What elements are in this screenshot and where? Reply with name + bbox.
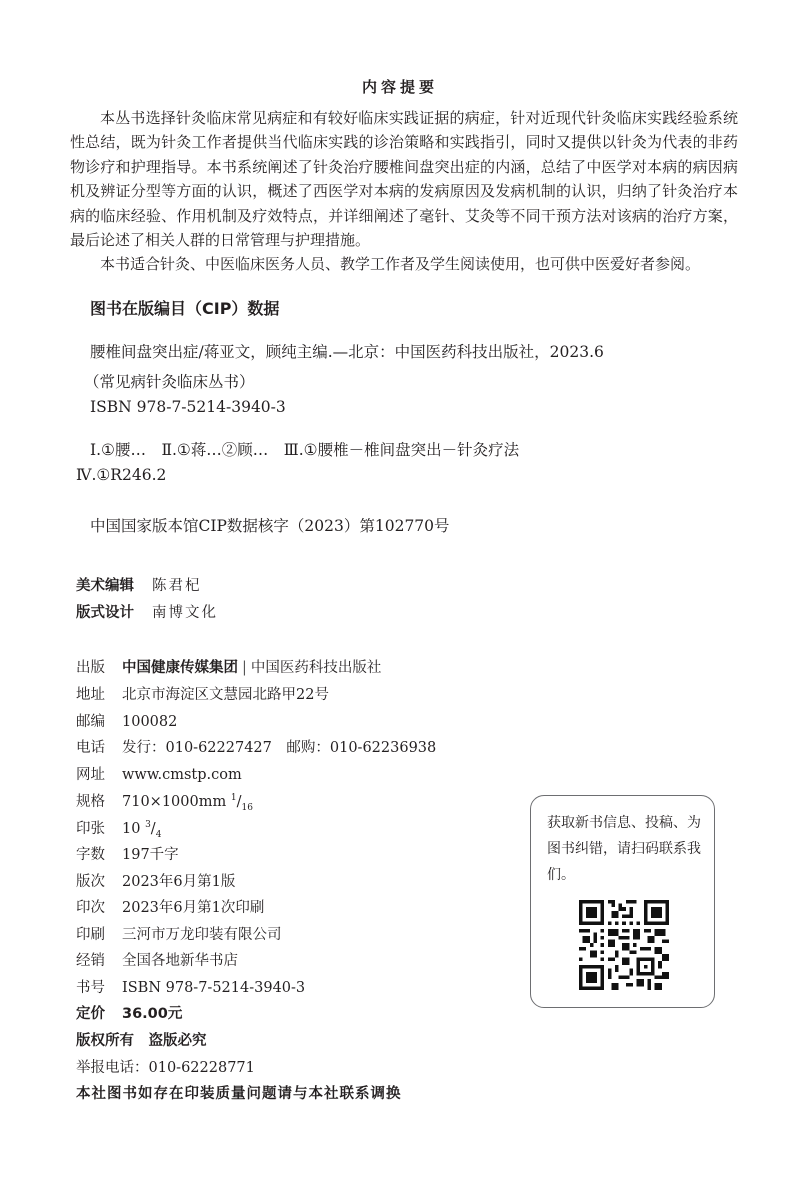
phone-value: 发行：010-62227427 邮购：010-62236938 [122, 740, 437, 756]
postcode-label: 邮编 [76, 714, 105, 730]
printing-row [76, 896, 264, 917]
publisher-name: 中国医药科技出版社 [250, 660, 382, 676]
website-label: 网址 [76, 767, 105, 783]
cip-heading: 图书在版编目（CIP）数据 [90, 299, 280, 318]
postcode-value: 100082 [122, 714, 178, 730]
cip-series-line: （常见病针灸临床丛书） [84, 373, 255, 391]
isbn-row [76, 976, 305, 997]
summary-paragraph-1: 本丛书选择针灸临床常见病症和有较好临床实践证据的病症，针对近现代针灸临床实践经验系统性总结，既为针灸工作者提供当代临床实践的诊治策略和实践指引，同时又提供以针灸为代表的非药物诊疗和护理指导。本书系统阐述了针灸治疗腰椎间盘突出症的内涵，总结了中医学对本病的病因病机及辨证分型等方面的认识，概述了西医学对本病的发病原因及发病机制的认识，归纳了针灸治疗本病的临床经验、作用机制及疗效特点，并详细阐述了毫针、艾灸等不同干预方法对该病的治疗方案，最后论述了相关人群的日常管理与护理措施。 [70, 109, 738, 250]
printer-label: 印刷 [76, 927, 105, 943]
sheets-whole: 10 [122, 821, 141, 837]
page-title: 内容提要 [361, 78, 438, 96]
qr-code-icon [579, 900, 669, 990]
price-label: 定价 [76, 1006, 105, 1022]
printer-row [76, 923, 282, 944]
qr-contact-box [530, 795, 715, 1008]
cip-verification: 中国国家版本馆CIP数据核字（2023）第102770号 [90, 517, 450, 535]
printer-value: 三河市万龙印装有限公司 [122, 927, 282, 943]
copyright-row [76, 1029, 207, 1050]
words-value: 197千字 [122, 847, 179, 863]
art-editor-label: 美术编辑 [76, 578, 134, 594]
report-phone: 举报电话：010-62228771 [76, 1060, 255, 1076]
edition-label: 版次 [76, 874, 105, 890]
sheets-row: 印张 10 $^3/_4$ [76, 817, 161, 840]
copyright-value: 盗版必究 [148, 1033, 207, 1049]
edition-value: 2023年6月第1版 [122, 874, 236, 890]
website-value: www.cmstp.com [122, 767, 242, 783]
copyright-label: 版权所有 [76, 1033, 134, 1049]
format-row: 规格 710×1000mm $^1/_{16}$ [76, 790, 253, 813]
layout-design-value: 南博文化 [152, 605, 218, 621]
format-fraction-denominator: 16 [241, 802, 253, 813]
address-row [76, 683, 329, 704]
art-editor-value: 陈君杞 [152, 578, 202, 594]
cip-classification-line-2: Ⅳ.①R246.2 [76, 466, 167, 484]
phone-row [76, 736, 436, 757]
quality-notice: 本社图书如存在印装质量问题请与本社联系调换 [76, 1085, 402, 1102]
price-row [76, 1002, 182, 1023]
postcode-row [76, 710, 177, 731]
publisher-label: 出版 [76, 660, 105, 676]
summary-paragraph-2: 本书适合针灸、中医临床医务人员、教学工作者及学生阅读使用，也可供中医爱好者参阅。 [100, 255, 701, 274]
publisher-separator: | [242, 660, 247, 676]
cip-isbn-line: ISBN 978-7-5214-3940-3 [90, 398, 286, 416]
printing-value: 2023年6月第1次印刷 [122, 900, 265, 916]
address-value: 北京市海淀区文慧园北路甲22号 [122, 687, 329, 703]
summary-section [70, 106, 738, 277]
sheets-fraction-numerator: 3 [145, 820, 151, 831]
cip-title-line: 腰椎间盘突出症/蒋亚文，顾纯主编.—北京：中国医药科技出版社，2023.6 [90, 343, 604, 361]
qr-caption: 获取新书信息、投稿、为图书纠错，请扫码联系我们。 [547, 815, 701, 883]
layout-design-row [76, 601, 218, 622]
phone-label: 电话 [76, 740, 105, 756]
publisher-group: 中国健康传媒集团 [122, 660, 238, 676]
isbn-value: ISBN 978-7-5214-3940-3 [122, 980, 306, 996]
distributor-value: 全国各地新华书店 [122, 953, 238, 969]
layout-design-label: 版式设计 [76, 605, 134, 621]
art-editor-row [76, 574, 202, 595]
words-label: 字数 [76, 847, 105, 863]
format-label: 规格 [76, 794, 105, 810]
address-label: 地址 [76, 687, 105, 703]
price-value: 36.00元 [122, 1006, 183, 1022]
format-fraction-numerator: 1 [230, 793, 237, 804]
printing-label: 印次 [76, 900, 105, 916]
publisher-row [76, 656, 381, 677]
format-value: 710×1000mm [122, 794, 227, 810]
isbn-label: 书号 [76, 980, 105, 996]
distributor-row [76, 949, 238, 970]
words-row [76, 843, 179, 864]
sheets-fraction-denominator: 4 [155, 829, 162, 840]
edition-row [76, 870, 235, 891]
distributor-label: 经销 [76, 953, 105, 969]
website-row [76, 763, 242, 784]
cip-classification-line: Ⅰ.①腰… Ⅱ.①蒋…②顾… Ⅲ.①腰椎－椎间盘突出－针灸疗法 [90, 441, 520, 459]
sheets-label: 印张 [76, 821, 105, 837]
